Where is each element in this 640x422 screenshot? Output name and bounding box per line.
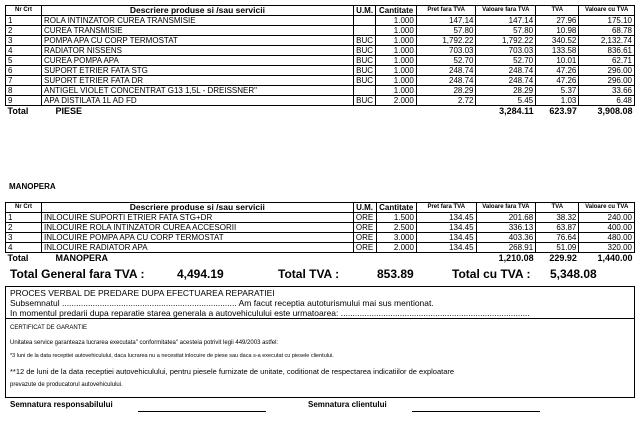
cell-value: 52.70 — [476, 56, 536, 66]
cell-desc: ANTIGEL VIOLET CONCENTRAT G13 1,5L - DREISSNER" — [42, 86, 354, 96]
cell-nr: 3 — [6, 36, 42, 46]
cell-um: BUC — [353, 66, 376, 76]
parts-total-name: PIESE — [55, 106, 83, 116]
cell-tva: 47.26 — [536, 76, 579, 86]
col-qty: Cantitate — [376, 6, 416, 16]
warranty-line2: *3 luni de la data receptiei autovehiculului, daca lucrarea nu a necesitat inlocuire de piese sau daca s-a executat cu piesele clientului. — [10, 353, 334, 359]
cell-qty: 1.000 — [376, 26, 416, 36]
table-row — [6, 96, 635, 106]
cell-qty: 2.000 — [376, 96, 416, 106]
table-row — [6, 46, 635, 56]
col-tva: TVA — [536, 6, 579, 16]
table-row — [6, 243, 635, 253]
cell-desc: POMPA APA CU CORP TERMOSTAT — [42, 36, 354, 46]
divider — [6, 318, 634, 319]
cell-value: 336.13 — [476, 223, 536, 233]
cell-price: 57.80 — [416, 26, 476, 36]
cell-desc: INLOCUIRE ROLA INTINZATOR CUREA ACCESORII — [41, 223, 353, 233]
cell-value: 703.03 — [476, 46, 536, 56]
cell-price: 134.45 — [416, 223, 476, 233]
cell-total: 836.61 — [579, 46, 635, 56]
cell-value: 403.36 — [476, 233, 536, 243]
cell-total: 240.00 — [579, 213, 635, 223]
parts-total-total: 3,908.08 — [597, 106, 633, 116]
cell-tva: 1.03 — [536, 96, 579, 106]
col-total: Valoare cu TVA — [579, 6, 635, 16]
signature-client-label: Semnatura clientului — [308, 400, 387, 409]
cell-total: 175.10 — [579, 16, 635, 26]
col-total: Valoare cu TVA — [579, 203, 635, 213]
cell-price: 248.74 — [416, 66, 476, 76]
parts-total-tva: 623.97 — [549, 106, 577, 116]
cell-tva: 63.87 — [536, 223, 579, 233]
cell-price: 134.45 — [416, 233, 476, 243]
cell-um — [353, 86, 376, 96]
cell-tva: 10.98 — [536, 26, 579, 36]
cell-um: ORE — [353, 233, 376, 243]
cell-tva: 47.26 — [536, 66, 579, 76]
parts-table — [5, 5, 635, 116]
cell-price: 703.03 — [416, 46, 476, 56]
labor-total-row — [6, 253, 635, 264]
col-value: Valoare fara TVA — [476, 203, 536, 213]
cell-value: 28.29 — [476, 86, 536, 96]
cell-total: 6.48 — [579, 96, 635, 106]
cell-um: BUC — [353, 56, 376, 66]
cell-um: BUC — [353, 36, 376, 46]
signature-responsible-label: Semnatura responsabilului — [10, 400, 113, 409]
cell-desc: SUPORT ETRIER FATA DR — [42, 76, 354, 86]
cell-nr: 3 — [6, 233, 42, 243]
handover-title: PROCES VERBAL DE PREDARE DUPA EFECTUAREA REPARATIEI — [10, 288, 275, 298]
cell-price: 134.45 — [416, 243, 476, 253]
cell-tva: 38.32 — [536, 213, 579, 223]
grand-with-tva-value: 5,348.08 — [550, 267, 597, 281]
handover-box — [5, 286, 635, 398]
cell-value: 147.14 — [476, 16, 536, 26]
cell-tva: 340.52 — [536, 36, 579, 46]
cell-tva: 5.37 — [536, 86, 579, 96]
cell-qty: 1.500 — [376, 213, 416, 223]
cell-um: ORE — [353, 223, 376, 233]
cell-price: 2.72 — [416, 96, 476, 106]
cell-desc: SUPORT ETRIER FATA STG — [42, 66, 354, 76]
cell-desc: INLOCUIRE SUPORTI ETRIER FATA STG+DR — [41, 213, 353, 223]
warranty-line1: Unitatea service garanteaza lucrarea executata" conformitatea" acesteia potrivit legii 449/2003 astfel: — [10, 340, 279, 346]
parts-total-label: Total — [7, 106, 29, 116]
cell-nr: 9 — [6, 96, 42, 106]
cell-value: 1,792.22 — [476, 36, 536, 46]
cell-um: ORE — [353, 243, 376, 253]
cell-tva: 76.64 — [536, 233, 579, 243]
grand-no-tva-value: 4,494.19 — [177, 267, 224, 281]
cell-um — [353, 16, 376, 26]
cell-tva: 10.01 — [536, 56, 579, 66]
cell-desc: CUREA POMPA APA — [42, 56, 354, 66]
cell-desc: CUREA TRANSMISIE — [42, 26, 354, 36]
labor-total-name: MANOPERA — [55, 253, 108, 263]
cell-um — [353, 26, 376, 36]
table-row — [6, 36, 635, 46]
cell-tva: 27.96 — [536, 16, 579, 26]
cell-nr: 2 — [6, 26, 42, 36]
cell-value: 268.91 — [476, 243, 536, 253]
cell-desc: INLOCUIRE POMPA APA CU CORP TERMOSTAT — [41, 233, 353, 243]
cell-qty: 1.000 — [376, 76, 416, 86]
grand-tva-value: 853.89 — [377, 267, 414, 281]
cell-nr: 2 — [6, 223, 42, 233]
cell-total: 33.66 — [579, 86, 635, 96]
cell-qty: 1.000 — [376, 56, 416, 66]
cell-qty: 1.000 — [376, 36, 416, 46]
col-price: Pret fara TVA — [416, 203, 476, 213]
parts-total-row — [6, 106, 635, 117]
cell-total: 62.71 — [579, 56, 635, 66]
table-row — [6, 213, 635, 223]
handover-line1: Subsemnatul .......................................................................... Am facut receptia autoturismului mai sus mentionat. — [10, 298, 434, 308]
cell-total: 400.00 — [579, 223, 635, 233]
cell-um: BUC — [353, 46, 376, 56]
cell-total: 68.78 — [579, 26, 635, 36]
cell-qty: 1.000 — [376, 16, 416, 26]
labor-total-tva: 229.92 — [549, 253, 577, 263]
cell-total: 2,132.74 — [579, 36, 635, 46]
cell-um: BUC — [353, 76, 376, 86]
table-row — [6, 16, 635, 26]
col-um: U.M. — [353, 6, 376, 16]
cell-desc: INLOCUIRE RADIATOR APA — [41, 243, 353, 253]
signature-client-line — [412, 411, 540, 412]
col-price: Pret fara TVA — [416, 6, 476, 16]
cell-qty: 2.500 — [376, 223, 416, 233]
labor-section-title: MANOPERA — [9, 182, 56, 191]
col-qty: Cantitate — [376, 203, 416, 213]
warranty-line3: **12 de luni de la data receptiei autovehiculului, pentru piesele furnizate de unitate, coditionat de respectarea indicatiilor de exploatare — [10, 367, 455, 376]
cell-qty: 1.000 — [376, 46, 416, 56]
parts-header-row — [6, 6, 635, 16]
col-desc: Descriere produse si /sau servicii — [41, 203, 353, 213]
cell-price: 1,792.22 — [416, 36, 476, 46]
cell-nr: 1 — [6, 16, 42, 26]
cell-price: 52.70 — [416, 56, 476, 66]
cell-value: 248.74 — [476, 76, 536, 86]
cell-total: 320.00 — [579, 243, 635, 253]
cell-price: 28.29 — [416, 86, 476, 96]
handover-line2: In momentul predarii dupa reparatie starea generala a autovehiculului este urmatoarea: ................................................................................ — [10, 308, 530, 318]
table-row — [6, 233, 635, 243]
labor-table — [5, 202, 635, 263]
table-row — [6, 66, 635, 76]
cell-nr: 6 — [6, 66, 42, 76]
cell-nr: 8 — [6, 86, 42, 96]
cell-total: 296.00 — [579, 66, 635, 76]
col-tva: TVA — [536, 203, 579, 213]
cell-nr: 7 — [6, 76, 42, 86]
parts-total-value: 3,284.11 — [499, 106, 534, 116]
cell-value: 201.68 — [476, 213, 536, 223]
cell-nr: 1 — [6, 213, 42, 223]
cell-price: 134.45 — [416, 213, 476, 223]
table-row — [6, 26, 635, 36]
cell-nr: 4 — [6, 243, 42, 253]
grand-with-tva-label: Total cu TVA : — [452, 267, 531, 281]
warranty-line4: prevazute de producatorul autovehiculului. — [10, 382, 123, 388]
table-row — [6, 86, 635, 96]
cell-value: 5.45 — [476, 96, 536, 106]
table-row — [6, 56, 635, 66]
cell-nr: 5 — [6, 56, 42, 66]
cell-nr: 4 — [6, 46, 42, 56]
cell-price: 147.14 — [416, 16, 476, 26]
labor-total-total: 1,440.00 — [597, 253, 633, 263]
col-nr: Nr Crt — [6, 6, 42, 16]
cell-price: 248.74 — [416, 76, 476, 86]
col-nr: Nr Crt — [6, 203, 42, 213]
labor-header-row — [6, 203, 635, 213]
col-um: U.M. — [353, 203, 376, 213]
labor-total-value: 1,210.08 — [498, 253, 534, 263]
cell-um: ORE — [353, 213, 376, 223]
cell-desc: RADIATOR NISSENS — [42, 46, 354, 56]
table-row — [6, 223, 635, 233]
signature-responsible-line — [138, 411, 266, 412]
cell-desc: APA DISTILATA 1L AD FD — [42, 96, 354, 106]
labor-total-label: Total — [7, 253, 29, 263]
cell-um: BUC — [353, 96, 376, 106]
warranty-title: CERTIFICAT DE GARANTIE — [10, 325, 88, 331]
cell-qty: 2.000 — [376, 243, 416, 253]
cell-tva: 133.58 — [536, 46, 579, 56]
cell-tva: 51.09 — [536, 243, 579, 253]
cell-total: 480.00 — [579, 233, 635, 243]
cell-value: 248.74 — [476, 66, 536, 76]
col-desc: Descriere produse si /sau servicii — [42, 6, 354, 16]
col-value: Valoare fara TVA — [476, 6, 536, 16]
cell-qty: 1.000 — [376, 86, 416, 96]
cell-value: 57.80 — [476, 26, 536, 36]
grand-no-tva-label: Total General fara TVA : — [10, 267, 145, 281]
grand-tva-label: Total TVA : — [278, 267, 340, 281]
cell-total: 296.00 — [579, 76, 635, 86]
table-row — [6, 76, 635, 86]
cell-qty: 3.000 — [376, 233, 416, 243]
cell-desc: ROLA INTINZATOR CUREA TRANSMISIE — [42, 16, 354, 26]
cell-qty: 1.000 — [376, 66, 416, 76]
